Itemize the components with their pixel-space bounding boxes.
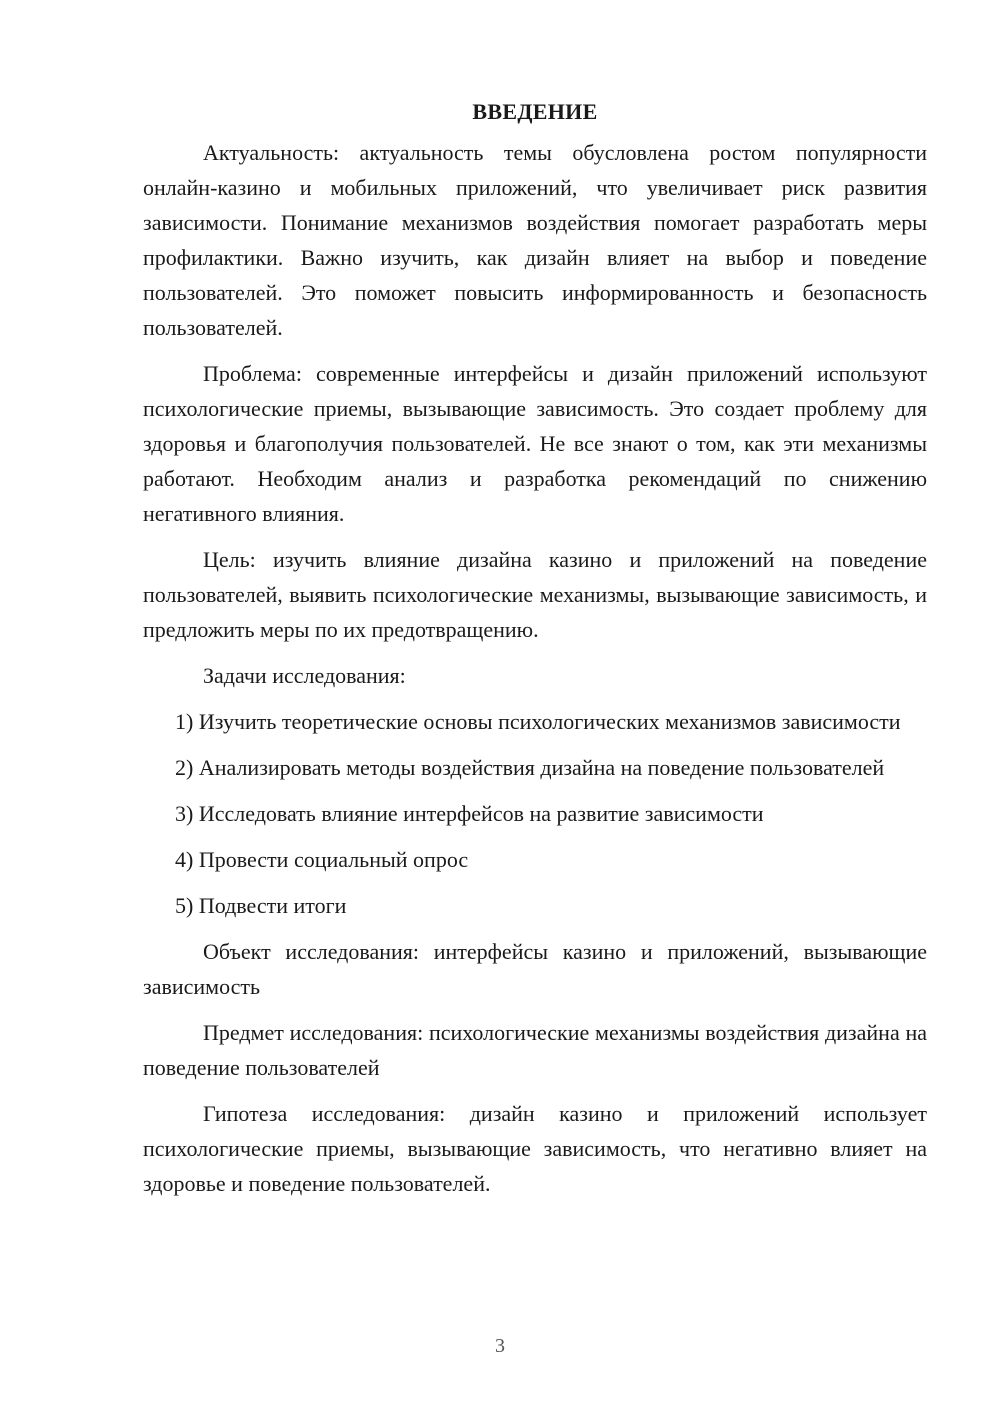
subject-paragraph: Предмет исследования: психологические механизмы воздействия дизайна на поведение пользователей [143, 1020, 927, 1080]
task-item-4: 4) Провести социальный опрос [175, 847, 469, 872]
page-number: 3 [495, 1335, 505, 1357]
hypothesis-paragraph: Гипотеза исследования: дизайн казино и приложений использует психологические приемы, вызывающие зависимость, что негативно влияет на здоровье и поведение пользователей. [143, 1101, 927, 1196]
task-item-3: 3) Исследовать влияние интерфейсов на развитие зависимости [175, 801, 764, 826]
document-body [143, 94, 927, 1212]
task-item-5: 5) Подвести итоги [175, 893, 347, 918]
task-item-2: 2) Анализировать методы воздействия дизайна на поведение пользователей [175, 755, 885, 780]
section-title: ВВЕДЕНИЕ [472, 99, 598, 124]
relevance-paragraph: Актуальность: актуальность темы обусловлена ростом популярности онлайн-казино и мобильных приложений, что увеличивает риск развития зависимости. Понимание механизмов воздействия помогает разработать меры профилактики. Важно изучить, как дизайн влияет на выбор и поведение пользователей. Это поможет повысить информированность и безопасность пользователей. [143, 140, 927, 340]
tasks-heading: Задачи исследования: [203, 663, 406, 688]
object-paragraph: Объект исследования: интерфейсы казино и приложений, вызывающие зависимость [143, 939, 927, 999]
goal-paragraph: Цель: изучить влияние дизайна казино и приложений на поведение пользователей, выявить психологические механизмы, вызывающие зависимость, и предложить меры по их предотвращению. [143, 547, 927, 642]
task-item-1: 1) Изучить теоретические основы психологических механизмов зависимости [175, 709, 901, 734]
problem-paragraph: Проблема: современные интерфейсы и дизайн приложений используют психологические приемы, вызывающие зависимость. Это создает проблему для здоровья и благополучия пользователей. Не все знают о том, как эти механизмы работают. Необходим анализ и разработка рекомендаций по снижению негативного влияния. [143, 361, 927, 526]
